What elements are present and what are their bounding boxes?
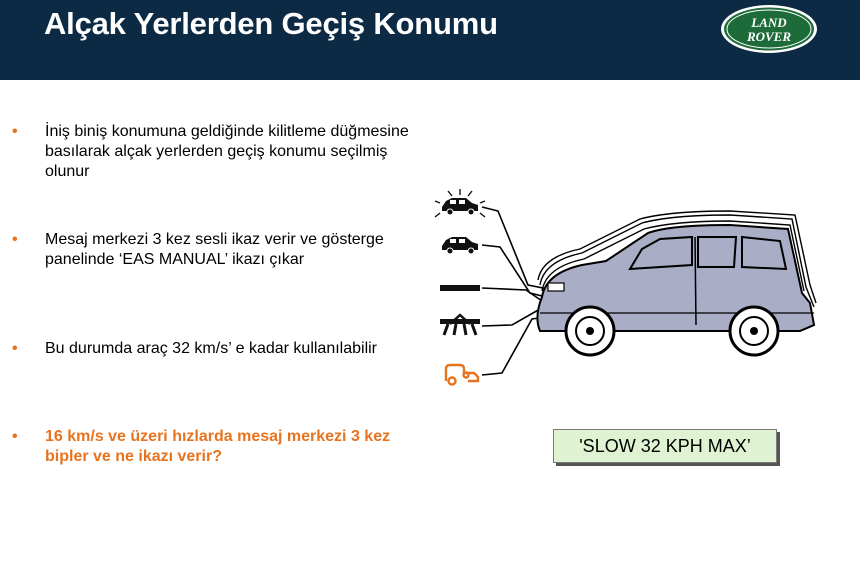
logo-text-rover: ROVER xyxy=(746,29,792,44)
normal-height-icon xyxy=(442,237,478,254)
message-center-display: 'SLOW 32 KPH MAX’ xyxy=(553,429,777,463)
bullet-marker: • xyxy=(12,428,18,445)
slide-title: Alçak Yerlerden Geçiş Konumu xyxy=(44,6,498,41)
raised-height-icon xyxy=(435,189,485,217)
bullet-text: İniş biniş konumuna geldiğinde kilitleme düğmesine basılarak alçak yerlerden geçiş konumu seçilmiş olunur xyxy=(45,123,409,180)
land-rover-logo xyxy=(720,4,818,54)
slide-header xyxy=(0,0,860,80)
bullet-marker: • xyxy=(12,340,18,357)
offroad-indicator-icon xyxy=(446,365,478,385)
bullet-text-highlighted: 16 km/s ve üzeri hızlarda mesaj merkezi 3 kez bipler ve ne ikazı verir? xyxy=(45,428,391,465)
bullet-text: Mesaj merkezi 3 kez sesli ikaz verir ve gösterge panelinde ‘EAS MANUAL’ ikazı çıkar xyxy=(45,231,384,268)
connector-lines xyxy=(482,207,548,375)
bullet-marker: • xyxy=(12,123,18,140)
bullet-text: Bu durumda araç 32 km/s’ e kadar kullanılabilir xyxy=(45,340,378,357)
bullet-marker: • xyxy=(12,231,18,248)
crawl-height-icon xyxy=(440,315,480,335)
vehicle-illustration xyxy=(537,225,814,355)
access-height-icon xyxy=(440,285,480,291)
vehicle-height-diagram xyxy=(430,185,830,395)
logo-text-land: LAND xyxy=(751,15,787,30)
